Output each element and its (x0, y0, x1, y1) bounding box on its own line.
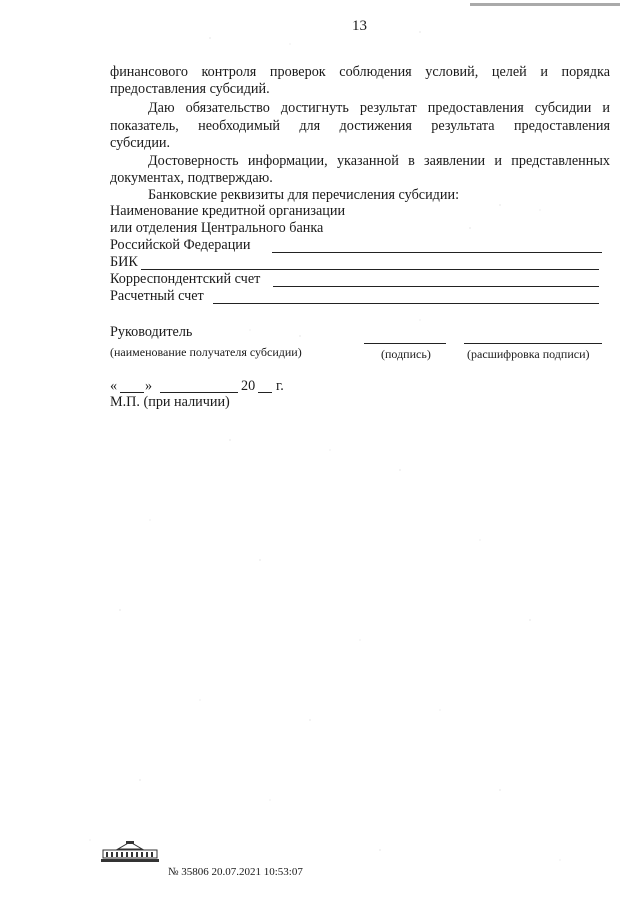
settlement-account-field-line[interactable] (213, 303, 599, 304)
corr-account-label: Корреспондентский счет (110, 271, 261, 287)
scan-edge-mark (470, 3, 620, 6)
org-name-label-line-3: Российской Федерации (110, 237, 251, 253)
bik-label: БИК (110, 254, 138, 270)
date-day-field-line[interactable] (120, 392, 144, 393)
registry-stamp-icon (100, 840, 160, 864)
date-year-field-line[interactable] (258, 392, 272, 393)
date-open-quote: « (110, 378, 118, 394)
signature-caption: (подпись) (381, 347, 431, 361)
settlement-account-label: Расчетный счет (110, 288, 204, 304)
footer-timestamp: 20.07.2021 10:53:07 (211, 866, 303, 878)
date-close-quote: » (145, 378, 153, 394)
paragraph-2-line-2: показатель, необходимый для достижения результата предоставления (110, 118, 610, 134)
org-name-field-line[interactable] (272, 252, 602, 253)
recipient-caption: (наименование получателя субсидии) (110, 345, 302, 359)
date-month-field-line[interactable] (160, 392, 238, 393)
paragraph-3-line-2: документах, подтверждаю. (110, 170, 273, 186)
date-year-suffix: г. (276, 378, 284, 394)
paragraph-2-line-3: субсидии. (110, 135, 171, 151)
org-name-label-line-2: или отделения Центрального банка (110, 220, 324, 236)
signature-decode-field-line[interactable] (464, 343, 602, 344)
date-year-prefix: 20 (241, 378, 256, 394)
paragraph-1-line-1: финансового контроля проверок соблюдения условий, целей и порядка (110, 64, 610, 80)
paragraph-1-line-2: предоставления субсидий. (110, 81, 270, 97)
paragraph-2-line-1: Даю обязательство достигнуть результат предоставления субсидии и (148, 100, 610, 116)
signature-decode-caption: (расшифровка подписи) (467, 347, 590, 361)
signature-field-line[interactable] (364, 343, 446, 344)
footer-doc-number: № 35806 (168, 866, 209, 878)
footer-registration (168, 866, 303, 878)
paragraph-3-line-1: Достоверность информации, указанной в заявлении и представленных (148, 153, 610, 169)
bank-details-heading: Банковские реквизиты для перечисления субсидии: (148, 187, 460, 203)
org-name-label-line-1: Наименование кредитной организации (110, 203, 346, 219)
bik-field-line[interactable] (141, 269, 599, 270)
page-number: 13 (352, 18, 367, 34)
stamp-place-label: М.П. (при наличии) (110, 394, 230, 410)
head-label: Руководитель (110, 324, 193, 340)
corr-account-field-line[interactable] (273, 286, 599, 287)
